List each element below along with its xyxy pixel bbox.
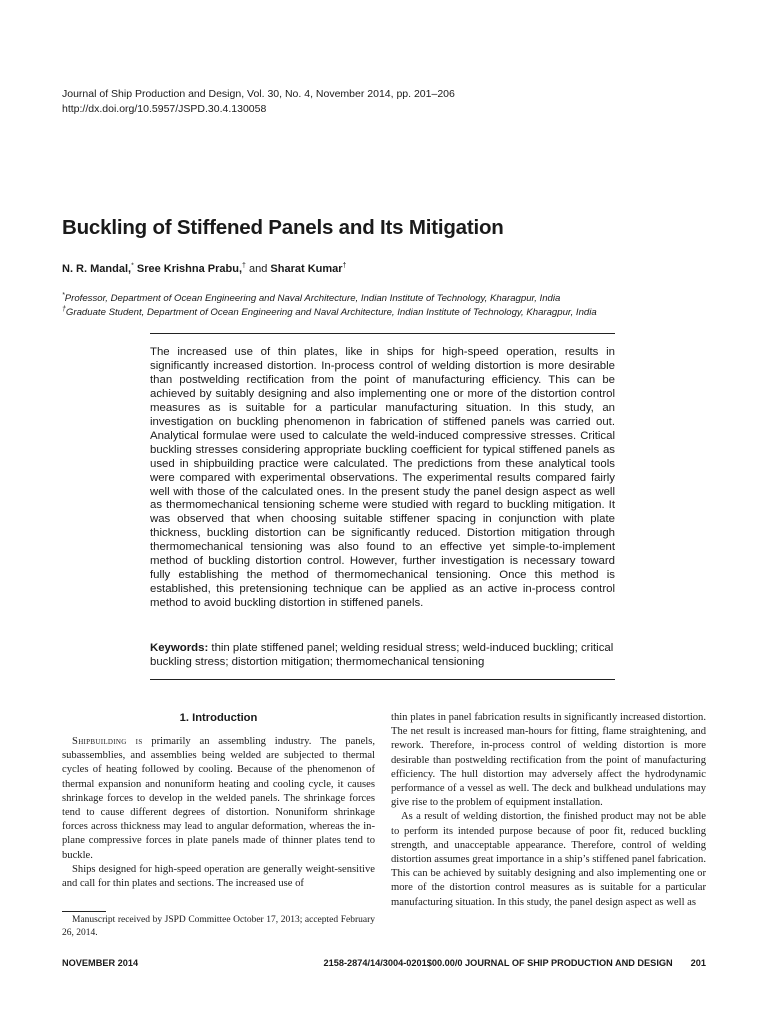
author-3-mark: † — [342, 262, 347, 270]
intro-paragraph-3: thin plates in panel fabrication results in significantly increased distortion. The net result is increased man-hours for fitting, flame straightening, and rework. Therefore, in-process control of welding distortion is more desirable than postwelding rectification from the point of manufacturing efficiency. The hull distortion may adversely affect the hydrodynamic performance of a vessel as well. The deck and bulkhead undulations may give rise to the problem of equipment installation. — [391, 712, 706, 809]
lead-word: Shipbuilding is — [72, 736, 143, 747]
affiliation-1 — [62, 292, 597, 306]
keywords-text: thin plate stiffened panel; welding residual stress; weld-induced buckling; critical buckling stress; distortion mitigation; thermomechanical tensioning — [150, 642, 614, 668]
intro-paragraph-1 — [62, 735, 375, 863]
intro-paragraph-1-text: primarily an assembling industry. The panels, subassemblies, and assemblies being welded are subjected to thermal cycles of heating followed by cooling. Because of the phenomenon of thermal expansion and nonuniform heating and cooling cycle, it causes shrinkage forces to develop in the welded panels. The shrinkage forces tend to cause different degrees of distortion. Nonuniform shrinkage forces across thickness may lead to angular deformation, whereas the in-plane compressive forces in plate panels made of thinner plates tend to buckle. — [62, 736, 375, 861]
author-2-mark: † — [242, 262, 246, 270]
abstract: The increased use of thin plates, like in ships for high-speed operation, results in significantly increased distortion. In-process control of welding distortion is more desirable than postwelding rectification from the point of manufacturing efficiency. This can be achieved by suitably designing and also implementing one or more of the distortion control measures as is suitable for a particular manufacturing situation. In this study, an investigation on buckling phenomenon in fabrication of stiffened panels was carried out. Analytical formulae were used to calculate the weld-induced compressive stresses. Critical buckling stresses considering appropriate buckling coefficient for typical stiffened panels as used in shipbuilding practice were calculated. The predictions from these analytical tools were compared with experimental observations. The experimental results compared fairly well with those of the calculated ones. In the present study the panel design aspect as well as thermomechanical tensioning scheme were studied with regard to buckling mitigation. It was observed that when choosing suitable stiffener spacing in conjunction with plate thickness, buckling distortion can be significantly reduced. Distortion mitigation through thermomechanical tensioning was also found to an effective yet simple-to-implement method of buckling distortion control. However, further investigation is necessary toward fully establishing the method of thermomechanical tensioning. Once this method is established, this pretensioning technique can be applied as an active in-process control method to avoid buckling distortion in stiffened panels. — [150, 346, 615, 610]
body-column-left — [62, 711, 375, 891]
footnote: Manuscript received by JSPD Committee October 17, 2013; accepted February 26, 2014. — [62, 915, 375, 938]
keywords — [150, 641, 615, 669]
abstract-bottom-rule — [150, 679, 615, 680]
footer-right — [324, 958, 706, 968]
intro-paragraph-4: As a result of welding distortion, the finished product may not be able to perform its intended purpose because of poor fit, reduced buckling strength, and unacceptable appearance. Therefore, control of welding distortion assumes great importance in a ship’s stiffened panel fabrication. This can be achieved by suitably designing and also implementing one or more of the distortion control measures as is suitable for a particular manufacturing situation. In this study, the panel design aspect as well as — [391, 811, 706, 908]
affiliation-2 — [62, 306, 597, 320]
author-list — [62, 263, 346, 275]
intro-paragraph-2: Ships designed for high-speed operation are generally weight-sensitive and call for thin plates and sections. The increased use of — [62, 863, 375, 890]
section-heading-introduction: 1. Introduction — [179, 712, 258, 724]
affiliations — [62, 292, 597, 320]
paper-title: Buckling of Stiffened Panels and Its Mitigation — [62, 216, 504, 239]
author-2: Sree Krishna Prabu, — [136, 263, 243, 275]
author-1: N. R. Mandal, — [62, 263, 132, 275]
footer-date: NOVEMBER 2014 — [62, 958, 139, 968]
keywords-label: Keywords: — [150, 642, 209, 654]
author-conjunction: and — [248, 263, 268, 275]
affiliation-2-text: Graduate Student, Department of Ocean Engineering and Naval Architecture, Indian Institute of Technology, Kharagpur, India — [65, 307, 597, 318]
author-1-mark: * — [131, 262, 134, 270]
body-column-right — [391, 711, 706, 910]
doi-link[interactable]: http://dx.doi.org/10.5957/JSPD.30.4.130058 — [62, 103, 267, 115]
journal-header — [62, 87, 455, 117]
abstract-top-rule — [150, 333, 615, 334]
footnote-rule — [62, 911, 106, 912]
affiliation-1-text: Professor, Department of Ocean Engineering and Naval Architecture, Indian Institute of Technology, Kharagpur, India — [64, 293, 561, 304]
affiliation-2-mark: † — [62, 305, 66, 313]
page-number: 201 — [690, 958, 706, 968]
footer-journal-code: 2158-2874/14/3004-0201$00.00/0 JOURNAL OF SHIP PRODUCTION AND DESIGN — [323, 958, 673, 968]
affiliation-1-mark: * — [62, 291, 65, 299]
journal-citation: Journal of Ship Production and Design, Vol. 30, No. 4, November 2014, pp. 201–206 — [62, 88, 455, 100]
author-3: Sharat Kumar — [270, 263, 343, 275]
